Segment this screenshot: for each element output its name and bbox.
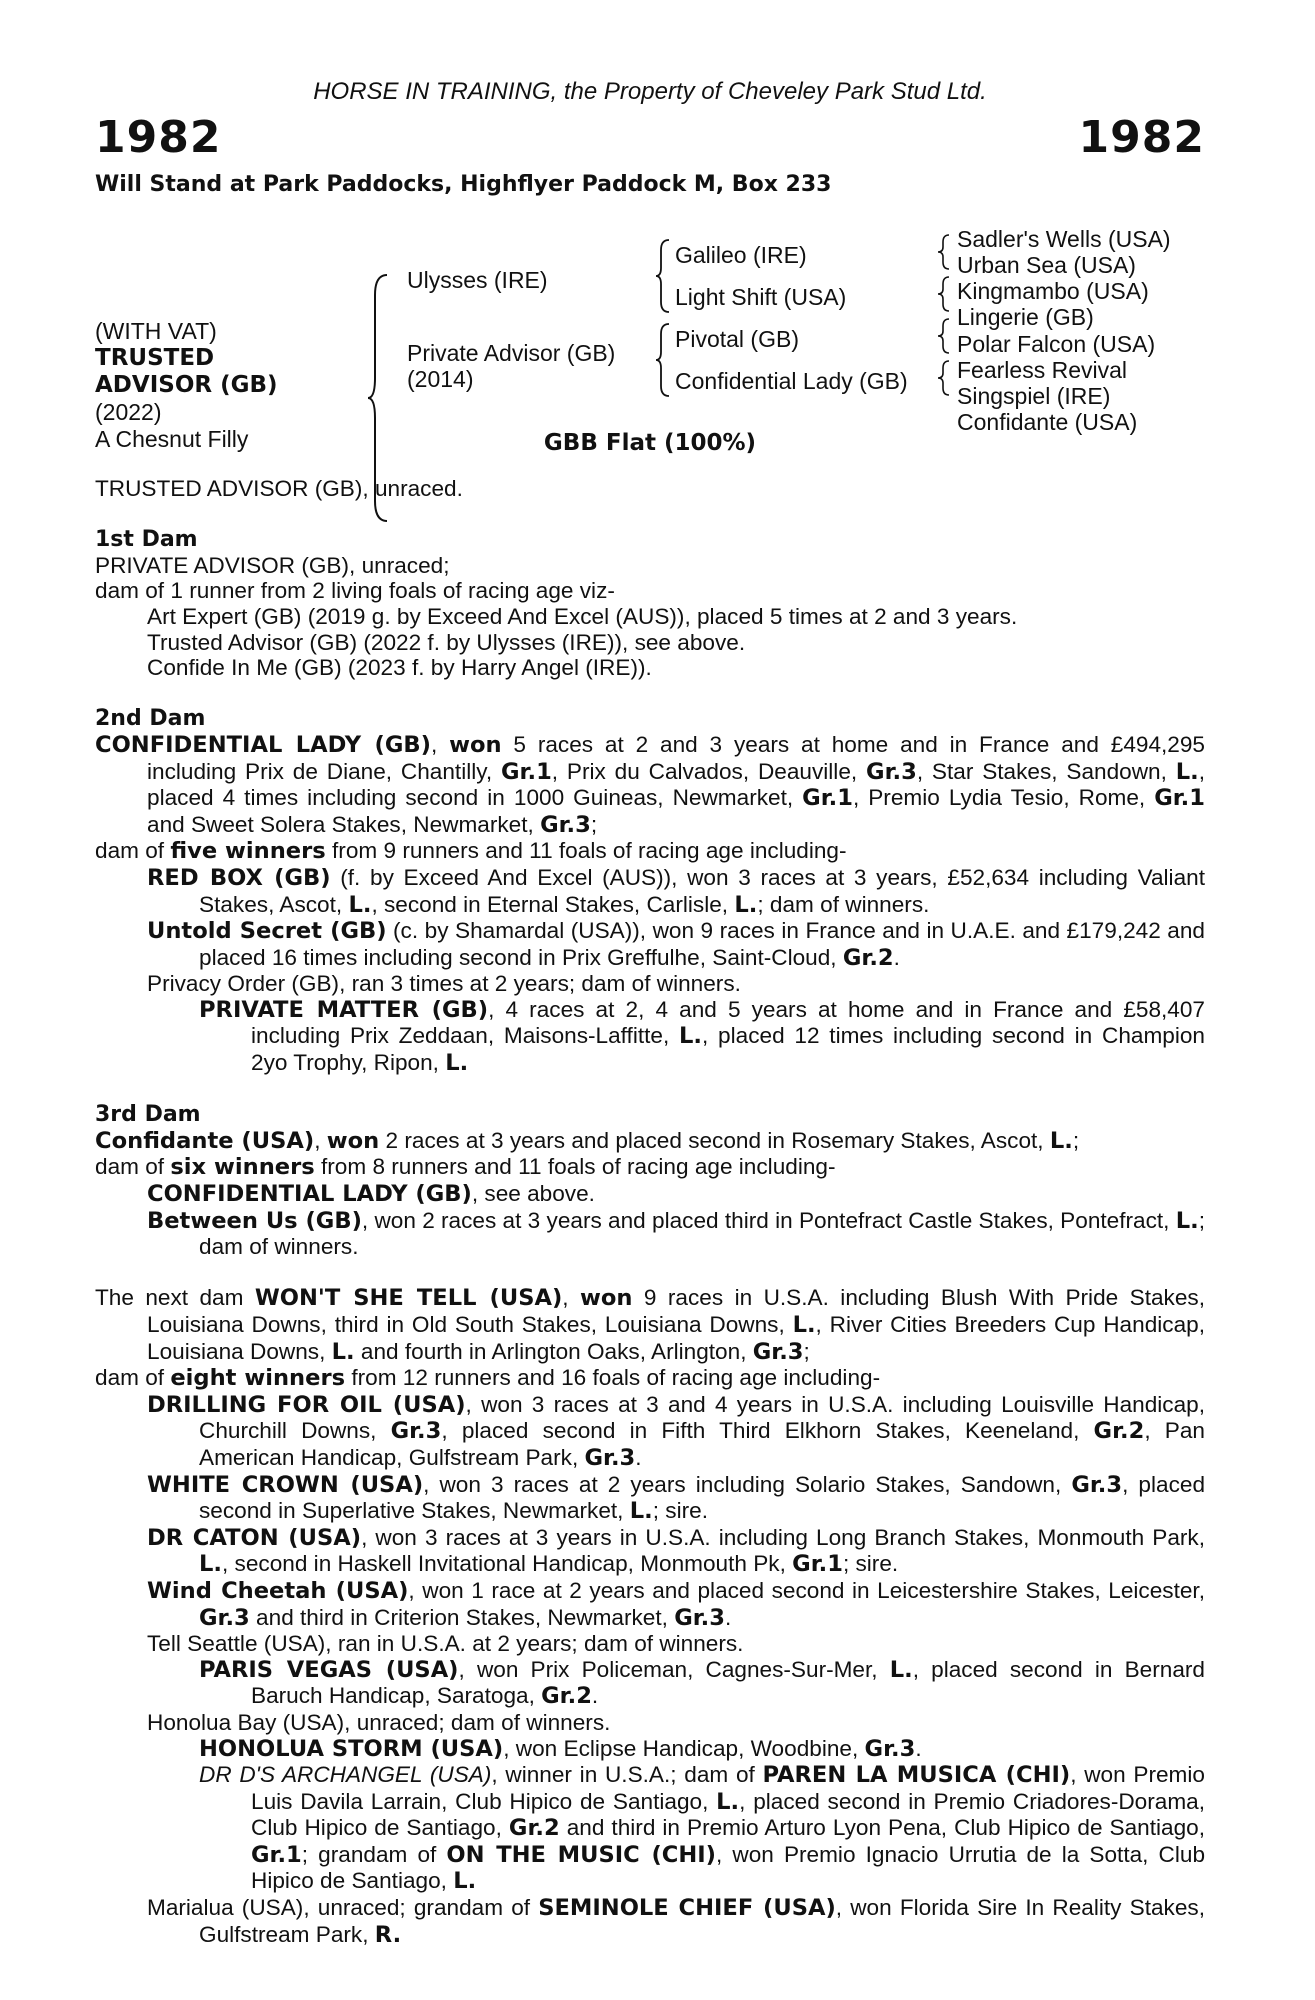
lot-number-left: 1982 <box>95 112 222 163</box>
third-dam-produce-line: dam of six winners from 8 runners and 11 foals of racing age including- <box>95 1154 836 1181</box>
intro-line: TRUSTED ADVISOR (GB), unraced. <box>95 476 463 501</box>
sire-name: Ulysses (IRE) <box>407 267 548 293</box>
third-dam-record: Confidante (USA), won 2 races at 3 years and placed second in Rosemary Stakes, Ascot, L.; <box>95 1127 1080 1154</box>
catalogue-body <box>95 476 1205 1948</box>
pedigree-gen2-4: Confidential Lady (GB) <box>675 368 908 394</box>
produce-entry: Honolua Bay (USA), unraced; dam of winners. <box>147 1709 611 1735</box>
pedigree-gen3-5: Polar Falcon (USA) <box>957 331 1156 357</box>
first-dam-heading: 1st Dam <box>95 527 198 553</box>
produce-entry: Trusted Advisor (GB) (2022 f. by Ulysses (IRE)), see above. <box>147 629 746 655</box>
produce-entry: Art Expert (GB) (2019 g. by Exceed And Excel (AUS)), placed 5 times at 2 and 3 years. <box>147 603 1018 629</box>
produce-entry: Privacy Order (GB), ran 3 times at 2 years; dam of winners. <box>147 971 741 997</box>
gen2-brace-1 <box>655 238 671 314</box>
third-dam-heading: 3rd Dam <box>95 1102 201 1128</box>
gen2-brace-2 <box>655 322 671 398</box>
stand-location: Will Stand at Park Paddocks, Highflyer Paddock M, Box 233 <box>95 172 832 197</box>
pedigree-gen3-1: Sadler's Wells (USA) <box>957 226 1171 252</box>
flat-index: GBB Flat (100%) <box>543 430 757 456</box>
produce-entry: CONFIDENTIAL LADY (GB), see above. <box>147 1181 595 1208</box>
pedigree-gen3-3: Kingmambo (USA) <box>957 278 1149 304</box>
gen3-brace-1 <box>937 234 951 270</box>
pedigree-gen2-3: Pivotal (GB) <box>675 326 799 352</box>
horse-name-line2: ADVISOR (GB) <box>95 372 278 398</box>
produce-entry: Wind Cheetah (USA), won 1 race at 2 years and placed second in Leicestershire Stakes, Leicester, Gr.3 and third in Criterion Stakes, Newmarket, Gr.3. <box>147 1577 1205 1631</box>
produce-entry: DR CATON (USA), won 3 races at 3 years in U.S.A. including Long Branch Stakes, Monmouth Park, L., second in Haskell Invitational Handicap, Monmouth Pk, Gr.1; sire. <box>147 1524 1205 1578</box>
pedigree-gen2-2: Light Shift (USA) <box>675 284 847 310</box>
first-dam-line: PRIVATE ADVISOR (GB), unraced; <box>95 552 450 578</box>
fourth-dam-produce-line: dam of eight winners from 12 runners and 16 foals of racing age including- <box>95 1365 881 1392</box>
second-dam-record: CONFIDENTIAL LADY (GB), won 5 races at 2 and 3 years at home and in France and £494,295 including Prix de Diane, Chantilly, Gr.1, Prix du Calvados, Deauville, Gr.3, Star Stakes, Sandown, L., placed 4 times including second in 1000 Guineas, Newmarket, Gr.1, Premio Lydia Tesio, Rome, Gr.1 and Sweet Solera Stakes, Newmarket, Gr.3; <box>95 731 1206 838</box>
pedigree-gen3-8: Confidante (USA) <box>957 409 1138 435</box>
produce-entry: Untold Secret (GB) (c. by Shamardal (USA)), won 9 races in France and in U.A.E. and £179,242 and placed 16 times including second in Prix Greffulhe, Saint-Cloud, Gr.2. <box>147 918 1205 971</box>
gen3-brace-4 <box>937 360 951 396</box>
pedigree-gen3-4: Lingerie (GB) <box>957 304 1094 330</box>
produce-entry: WHITE CROWN (USA), won 3 races at 2 years including Solario Stakes, Sandown, Gr.3, placed second in Superlative Stakes, Newmarket, L.; sire. <box>147 1471 1206 1525</box>
dam-name: Private Advisor (GB) <box>407 340 616 366</box>
produce-entry: PRIVATE MATTER (GB), 4 races at 2, 4 and 5 years at home and in France and £58,407 including Prix Zeddaan, Maisons-Laffitte, L., placed 12 times including second in Champion 2yo Trophy, Ripon, L. <box>199 996 1205 1077</box>
page-caption: HORSE IN TRAINING, the Property of Cheveley Park Stud Ltd. <box>313 78 987 105</box>
foaling-year: (2022) <box>95 399 162 425</box>
lot-number-right: 1982 <box>1078 112 1205 163</box>
second-dam-produce-line: dam of five winners from 9 runners and 11 foals of racing age including- <box>95 838 847 865</box>
pedigree-gen3-2: Urban Sea (USA) <box>957 252 1136 278</box>
gen3-brace-3 <box>937 318 951 354</box>
vat-label: (WITH VAT) <box>95 318 217 344</box>
dam-year: (2014) <box>407 366 474 392</box>
pedigree-gen2-1: Galileo (IRE) <box>675 242 807 268</box>
produce-entry: Marialua (USA), unraced; grandam of SEMINOLE CHIEF (USA), won Florida Sire In Reality Stakes, Gulfstream Park, R. <box>147 1895 1205 1948</box>
produce-entry: PARIS VEGAS (USA), won Prix Policeman, Cagnes-Sur-Mer, L., placed second in Bernard Baruch Handicap, Saratoga, Gr.2. <box>199 1656 1205 1710</box>
horse-description: A Chesnut Filly <box>95 426 249 452</box>
produce-entry: DRILLING FOR OIL (USA), won 3 races at 3 and 4 years in U.S.A. including Louisville Handicap, Churchill Downs, Gr.3, placed second in Fifth Third Elkhorn Stakes, Keeneland, Gr.2, Pan American Handicap, Gulfstream Park, Gr.3. <box>147 1391 1205 1471</box>
first-dam-produce-line: dam of 1 runner from 2 living foals of racing age viz- <box>95 578 615 604</box>
pedigree-gen3-7: Singspiel (IRE) <box>957 383 1111 409</box>
produce-entry: DR D'S ARCHANGEL (USA), winner in U.S.A.; dam of PAREN LA MUSICA (CHI), won Premio Luis Davila Larrain, Club Hipico de Santiago, L., placed second in Premio Criadores-Dorama, Club Hipico de Santiago, Gr.2 and third in Premio Arturo Lyon Pena, Club Hipico de Santiago, Gr.1; grandam of ON THE MUSIC (CHI), won Premio Ignacio Urrutia de la Sotta, Club Hipico de Santiago, L. <box>199 1762 1206 1895</box>
produce-entry: Confide In Me (GB) (2023 f. by Harry Angel (IRE)). <box>147 655 652 681</box>
second-dam-heading: 2nd Dam <box>95 706 206 732</box>
produce-entry: HONOLUA STORM (USA), won Eclipse Handicap, Woodbine, Gr.3. <box>199 1735 922 1762</box>
gen3-brace-2 <box>937 276 951 312</box>
produce-entry: Between Us (GB), won 2 races at 3 years and placed third in Pontefract Castle Stakes, Pontefract, L.; dam of winners. <box>147 1207 1205 1260</box>
produce-entry: Tell Seattle (USA), ran in U.S.A. at 2 years; dam of winners. <box>147 1631 744 1657</box>
produce-entry: RED BOX (GB) (f. by Exceed And Excel (AUS)), won 3 races at 3 years, £52,634 including Valiant Stakes, Ascot, L., second in Eternal Stakes, Carlisle, L.; dam of winners. <box>147 864 1205 918</box>
fourth-dam-record: The next dam WON'T SHE TELL (USA), won 9 races in U.S.A. including Blush With Pride Stakes, Louisiana Downs, third in Old South Stakes, Louisiana Downs, L., River Cities Breeders Cup Handicap, Louisiana Downs, L. and fourth in Arlington Oaks, Arlington, Gr.3; <box>95 1285 1205 1365</box>
horse-name-line1: TRUSTED <box>95 345 215 371</box>
pedigree-gen3-6: Fearless Revival <box>957 357 1127 383</box>
